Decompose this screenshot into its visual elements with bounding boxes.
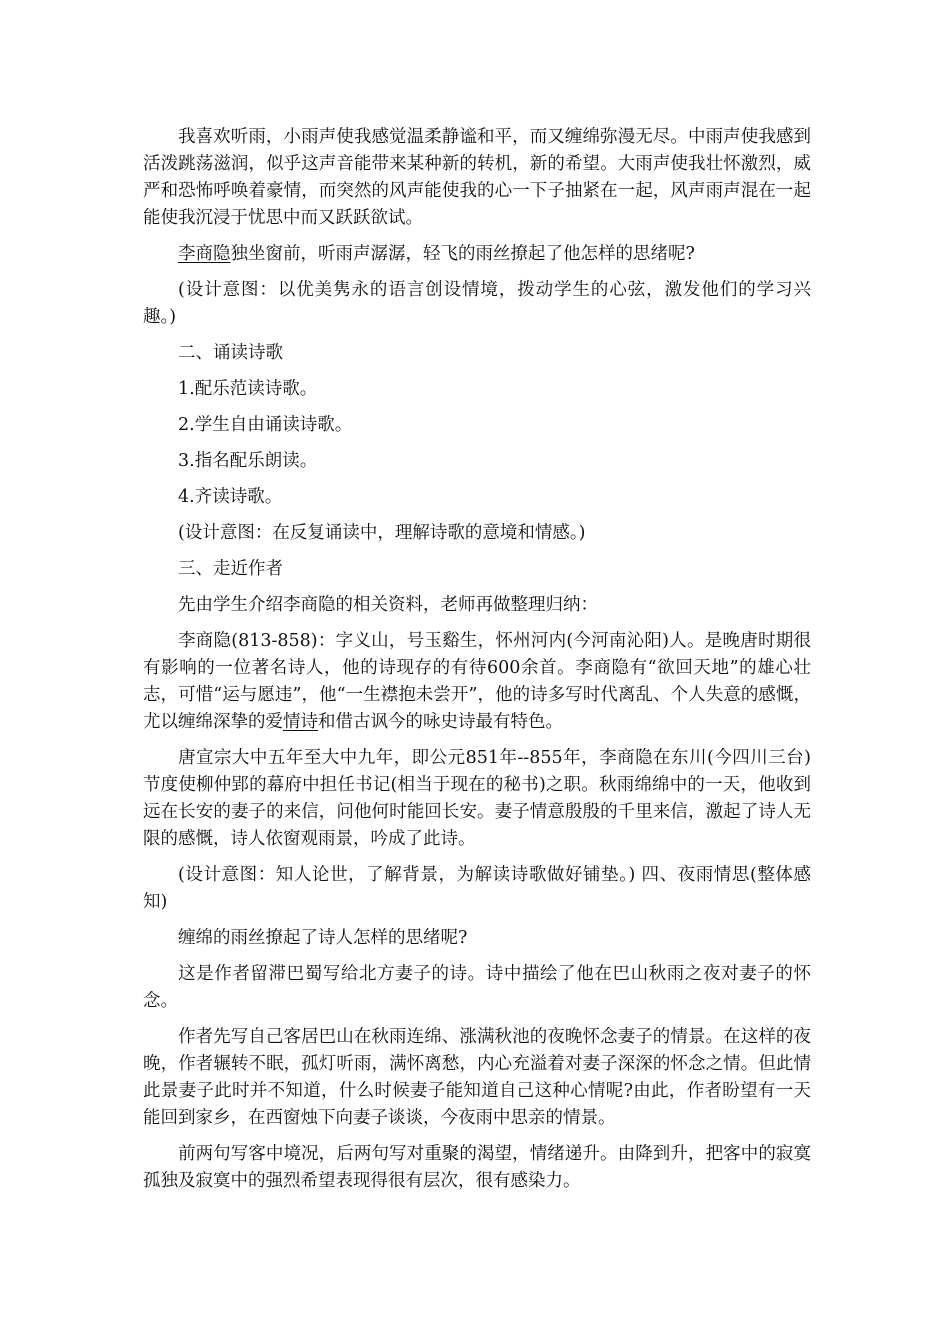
underlined-link-love-poetry[interactable]: 情诗 bbox=[283, 712, 318, 732]
underlined-link-li-shangyin[interactable]: 李商隐 bbox=[178, 244, 231, 264]
paragraph-design-intent-2: (设计意图：在反复诵读中，理解诗歌的意境和情感。) bbox=[178, 523, 586, 543]
list-item-3: 3.指名配乐朗读。 bbox=[178, 451, 318, 471]
paragraph-poem-summary: 这是作者留滞巴蜀写给北方妻子的诗。诗中描绘了他在巴山秋雨之夜对妻子的怀念。 bbox=[143, 964, 811, 1011]
paragraph-design-intent-3: (设计意图：知人论世，了解背景，为解读诗歌做好铺垫。) 四、夜雨情思(整体感知) bbox=[143, 865, 811, 912]
paragraph-question: 缠绵的雨丝撩起了诗人怎样的思绪呢? bbox=[178, 928, 468, 948]
paragraph-design-intent-1: (设计意图：以优美隽永的语言创设情境，拨动学生的心弦，激发他们的学习兴趣。) bbox=[143, 280, 811, 327]
list-item-4: 4.齐读诗歌。 bbox=[178, 487, 283, 507]
paragraph-intro-rain: 我喜欢听雨，小雨声使我感觉温柔静谧和平，而又缠绵弥漫无尽。中雨声使我感到活泼跳荡滋润，似乎这声音能带来某种新的转机，新的希望。大雨声使我壮怀激烈，威严和恐怖呼唤着豪情，而突然的风声能使我的心一下子抽紧在一起，风声雨声混在一起能使我沉浸于忧思中而又跃跃欲试。 bbox=[143, 127, 811, 228]
paragraph-li-shangyin-window: 李商隐独坐窗前，听雨声潺潺，轻飞的雨丝撩起了他怎样的思绪呢? bbox=[178, 244, 695, 264]
paragraph-author-intro: 先由学生介绍李商隐的相关资料，老师再做整理归纳： bbox=[178, 595, 598, 615]
list-item-2: 2.学生自由诵读诗歌。 bbox=[178, 415, 353, 435]
document-body bbox=[143, 124, 811, 1204]
paragraph-poem-analysis: 作者先写自己客居巴山在秋雨连绵、涨满秋池的夜晚怀念妻子的情景。在这样的夜晚，作者辗转不眠，孤灯听雨，满怀离愁，内心充溢着对妻子深深的怀念之情。但此情此景妻子此时并不知道，什么时候妻子能知道自己这种心情呢?由此，作者盼望有一天能回到家乡，在西窗烛下向妻子谈谈，今夜雨中思亲的情景。 bbox=[143, 1027, 811, 1128]
section-heading-recite: 二、诵读诗歌 bbox=[178, 343, 283, 363]
paragraph-background: 唐宣宗大中五年至大中九年，即公元851年--855年，李商隐在东川(今四川三台)节度使柳仲郢的幕府中担任书记(相当于现在的秘书)之职。秋雨绵绵中的一天，他收到远在长安的妻子的来信，问他何时能回长安。妻子情意殷殷的千里来信，激起了诗人无限的感慨，诗人依窗观雨景，吟成了此诗。 bbox=[143, 748, 811, 849]
section-heading-author: 三、走近作者 bbox=[178, 559, 283, 579]
paragraph-structure: 前两句写客中境况，后两句写对重聚的渴望，情绪递升。由降到升，把客中的寂寞孤独及寂寞中的强烈希望表现得很有层次，很有感染力。 bbox=[143, 1144, 811, 1191]
list-item-1: 1.配乐范读诗歌。 bbox=[178, 379, 318, 399]
paragraph-author-bio: 李商隐(813-858)：字义山，号玉谿生，怀州河内(今河南沁阳)人。是晚唐时期很有影响的一位著名诗人，他的诗现存的有待600余首。李商隐有“欲回天地”的雄心壮志，可惜“运与愿违”，他“一生襟抱未尝开”，他的诗多写时代离乱、个人失意的感慨，尤以缠绵深挚的爱情诗和借古讽今的咏史诗最有特色。 bbox=[143, 631, 811, 732]
